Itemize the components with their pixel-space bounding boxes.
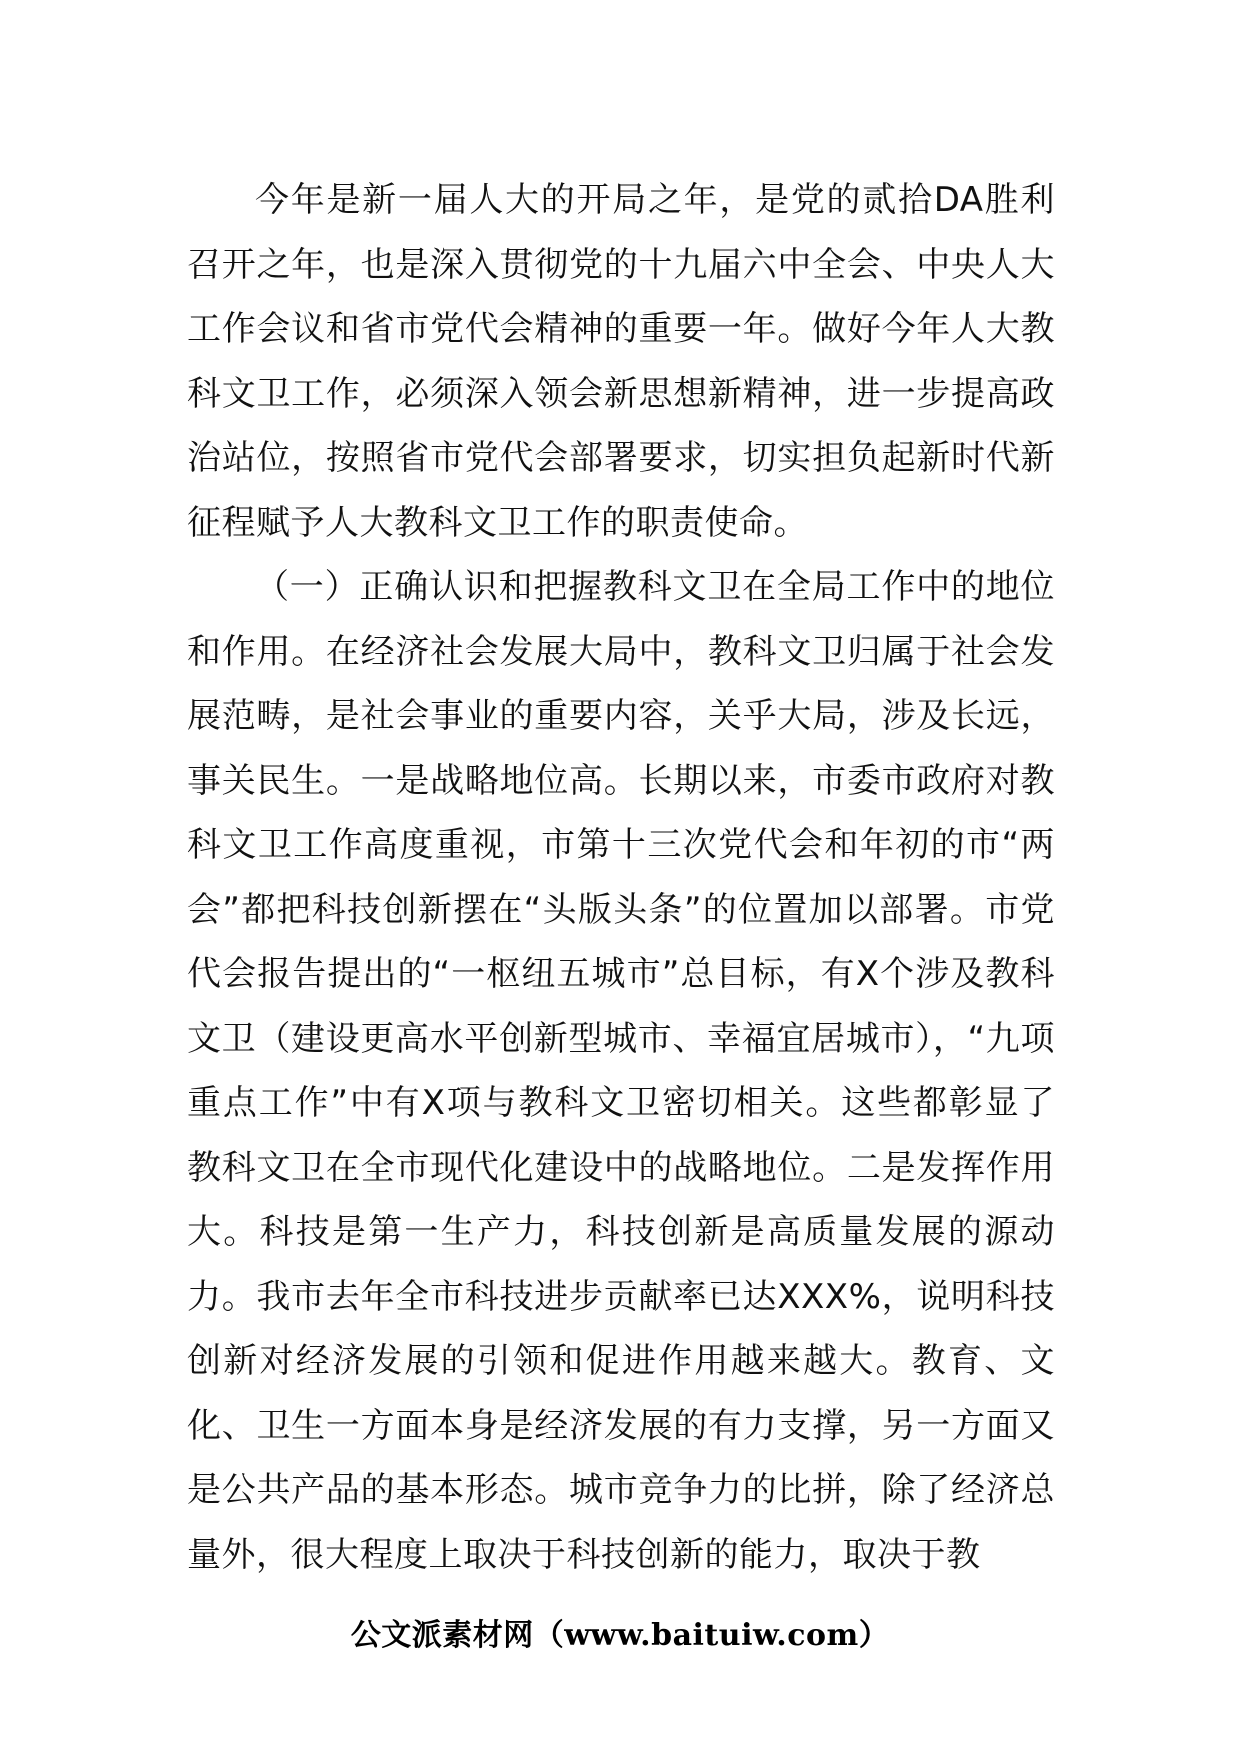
document-body [187, 168, 1055, 1587]
paragraph-intro: 今年是新一届人大的开局之年，是党的贰拾DA胜利召开之年，也是深入贯彻党的十九届六中全会、中央人大工作会议和省市党代会精神的重要一年。做好今年人大教科文卫工作，必须深入领会新思想新精神，进一步提高政治站位，按照省市党代会部署要求，切实担负起新时代新征程赋予人大教科文卫工作的职责使命。 [187, 180, 1055, 543]
paragraph-section-one: （一）正确认识和把握教科文卫在全局工作中的地位和作用。在经济社会发展大局中，教科文卫归属于社会发展范畴，是社会事业的重要内容，关乎大局，涉及长远，事关民生。一是战略地位高。长期以来，市委市政府对教科文卫工作高度重视，市第十三次党代会和年初的市“两会”都把科技创新摆在“头版头条”的位置加以部署。市党代会报告提出的“一枢纽五城市”总目标，有X个涉及教科文卫（建设更高水平创新型城市、幸福宜居城市），“九项重点工作”中有X项与教科文卫密切相关。这些都彰显了教科文卫在全市现代化建设中的战略地位。二是发挥作用大。科技是第一生产力，科技创新是高质量发展的源动力。我市去年全市科技进步贡献率已达XXX%，说明科技创新对经济发展的引领和促进作用越来越大。教育、文化、卫生一方面本身是经济发展的有力支撑，另一方面又是公共产品的基本形态。城市竞争力的比拼，除了经济总量外，很大程度上取决于科技创新的能力，取决于教 [187, 567, 1055, 1575]
footer-watermark: 公文派素材网（www.baituiw.com） [350, 1618, 890, 1653]
